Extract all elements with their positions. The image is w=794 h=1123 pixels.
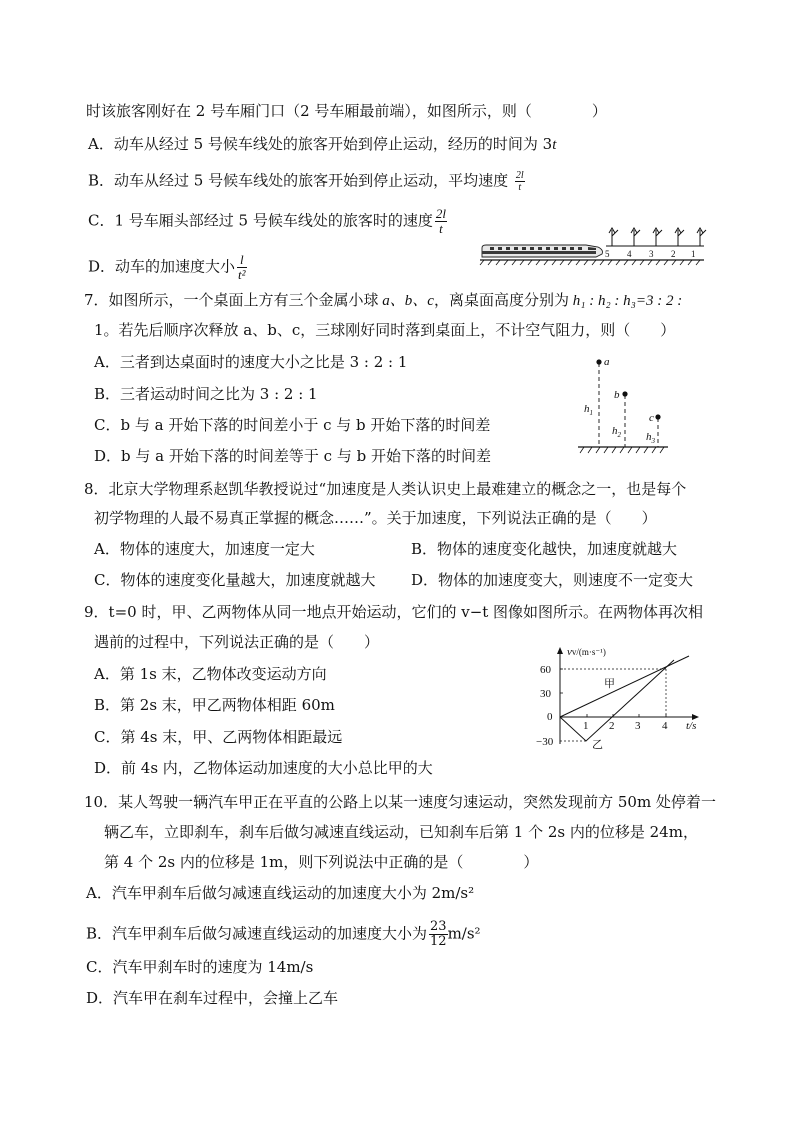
q7-option-d: D．b 与 a 开始下落的时间差等于 c 与 b 开始下落的时间差 (94, 447, 491, 465)
ball-c (655, 414, 660, 419)
marker-5: 5 (605, 249, 610, 259)
marker-3: 3 (649, 249, 654, 259)
label-jia: 甲 (604, 678, 615, 690)
q9-vt-graph (536, 644, 708, 754)
q9-option-b: B．第 2s 末，甲乙两物体相距 60m (94, 696, 335, 714)
q7-stem-line2: 1。若先后顺序次释放 a、b、c，三球刚好同时落到桌面上，不计空气阻力，则（ ） (94, 321, 676, 339)
q10-option-d: D．汽车甲在刹车过程中，会撞上乙车 (86, 989, 339, 1007)
series-jia-line (560, 656, 689, 717)
q7-option-c: C．b 与 a 开始下落的时间差小于 c 与 b 开始下落的时间差 (94, 416, 491, 434)
q9-option-d: D．前 4s 内，乙物体运动加速度的大小总比甲的大 (94, 759, 433, 777)
q8-stem-line2: 初学物理的人最不易真正掌握的概念……”。关于加速度，下列说法正确的是（ ） (94, 509, 657, 527)
svg-text:c: c (649, 412, 654, 424)
q8-option-a: A．物体的速度大，加速度一定大 (94, 540, 315, 558)
q10-option-c: C．汽车甲刹车时的速度为 14m/s (86, 958, 314, 976)
svg-text:2: 2 (609, 720, 615, 732)
svg-text:−30: −30 (536, 736, 554, 748)
svg-text:1: 1 (583, 720, 589, 732)
svg-text:b: b (614, 389, 620, 401)
marker-2: 2 (671, 249, 676, 259)
q10-stem-line2: 辆乙车，立即刹车，刹车后做匀减速直线运动，已知刹车后第 1 个 2s 内的位移是 24m， (104, 823, 698, 841)
label-yi: 乙 (592, 739, 603, 751)
svg-text:3: 3 (635, 720, 641, 732)
q10-option-b: B．汽车甲刹车后做匀减速直线运动的加速度大小为 $\frac{23}{12}$ m/s² (86, 919, 481, 949)
svg-text:h1: $h_1$ (584, 403, 593, 417)
svg-text:0: 0 (547, 711, 553, 723)
q8-option-d: D．物体的加速度变大，则速度不一定变大 (411, 571, 694, 589)
q10-option-a: A．汽车甲刹车后做匀减速直线运动的加速度大小为 2m/s² (86, 884, 475, 902)
q6-option-c: C．1 号车厢头部经过 5 号候车线处的旅客时的速度 $\frac{2l}{t}$ (88, 206, 446, 236)
q7-option-a: A．三者到达桌面时的速度大小之比是 3 : 2 : 1 (94, 353, 408, 371)
q9-option-c: C．第 4s 末，甲、乙两物体相距最远 (94, 728, 343, 746)
q7-stem-line1: 7．如图所示，一个桌面上方有三个金属小球 a、b、c，离桌面高度分别为 h₁ : h₂ : h₃=3 : 2 : (84, 291, 683, 309)
ball-a (596, 359, 601, 364)
svg-text:60: 60 (540, 664, 551, 676)
q9-option-a: A．第 1s 末，乙物体改变运动方向 (94, 665, 327, 683)
ball-b (622, 391, 627, 396)
q10-stem-line3: 第 4 个 2s 内的位移是 1m，则下列说法中正确的是（ ） (104, 853, 539, 871)
q9-stem-line2: 遇前的过程中，下列说法正确的是（ ） (94, 633, 380, 651)
svg-text:30: 30 (540, 688, 551, 700)
q7-option-b: B．三者运动时间之比为 3 : 2 : 1 (94, 385, 318, 403)
svg-text:vv/(m·s⁻¹): vv/(m·s⁻¹) (567, 646, 606, 658)
q6-option-a: A．动车从经过 5 号候车线处的旅客开始到停止运动，经历的时间为 3t (88, 135, 557, 153)
q10-stem-line1: 10．某人驾驶一辆汽车甲正在平直的公路上以某一速度匀速运动，突然发现前方 50m 处停着一 (84, 793, 716, 811)
svg-text:h3: $h_3$ (646, 431, 655, 445)
q8-option-c: C．物体的速度变化量越大，加速度就越大 (94, 571, 376, 589)
q9-stem-line1: 9．t=0 时，甲、乙两物体从同一地点开始运动，它们的 v−t 图像如图所示。在两物体再次相 (84, 603, 704, 621)
marker-1: 1 (691, 249, 696, 259)
q8-stem-line1: 8．北京大学物理系赵凯华教授说过“加速度是人类认识史上最难建立的概念之一，也是每个 (84, 480, 687, 498)
svg-text:h2: $h_2$ (612, 425, 621, 439)
train-icon (482, 245, 603, 257)
svg-text:a: a (604, 356, 610, 368)
svg-text:t/s: t/s (686, 720, 697, 732)
q6-stem: 时该旅客刚好在 2 号车厢门口（2 号车厢最前端），如图所示，则（ ） (86, 102, 607, 120)
q6-train-figure (478, 224, 714, 270)
q6-option-d: D．动车的加速度大小 $\frac{l}{\text{t²}}$ (88, 252, 246, 282)
series-yi-line (560, 660, 674, 741)
q8-option-b: B．物体的速度变化越快，加速度就越大 (411, 540, 678, 558)
svg-text:4: 4 (662, 720, 668, 732)
marker-4: 4 (627, 249, 632, 259)
q6-option-b: B．动车从经过 5 号候车线处的旅客开始到停止运动，平均速度 $\frac{2l}{t}$ (88, 170, 524, 193)
q7-balls-figure (576, 350, 672, 458)
